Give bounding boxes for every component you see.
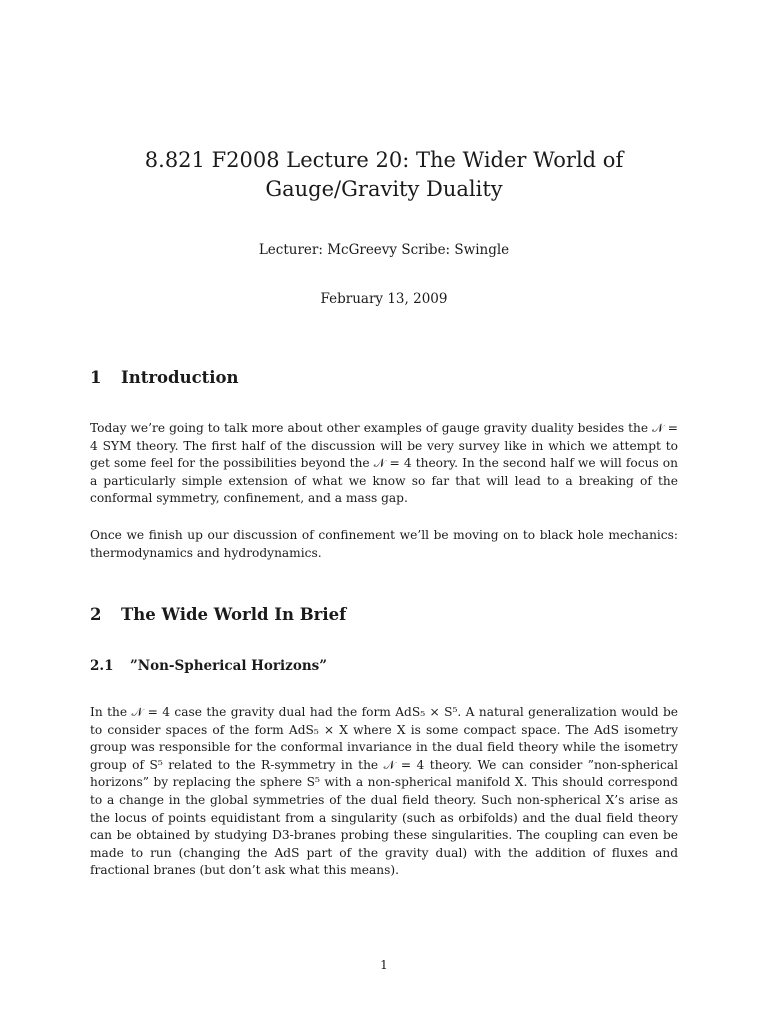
document-date: February 13, 2009 — [320, 291, 448, 307]
subsection-title: ”Non-Spherical Horizons” — [130, 658, 328, 674]
section-title: Introduction — [121, 368, 239, 387]
section-heading-introduction — [90, 367, 239, 389]
section-heading-wide-world — [90, 604, 346, 626]
page-number: 1 — [380, 958, 388, 972]
introduction-paragraph-1: Today we’re going to talk more about other examples of gauge gravity duality besides the 𝒩 = 4 SYM theory. The first half of the discussion will be very survey like in which we attempt to get some feel for the possibilities beyond the 𝒩 = 4 theory. In the second half we will focus on a particularly simple extension of what we know so far that will lead to a breaking of the conformal symmetry, confinement, and a mass gap. — [90, 421, 678, 506]
subsection-number: 2.1 — [90, 658, 114, 674]
section-number: 2 — [90, 605, 102, 624]
section-number: 1 — [90, 368, 102, 387]
author-line: Lecturer: McGreevy Scribe: Swingle — [258, 242, 510, 258]
subsection-heading-non-spherical — [90, 657, 327, 675]
document-title: 8.821 F2008 Lecture 20: The Wider World of Gauge/Gravity Duality — [144, 148, 624, 201]
section-title: The Wide World In Brief — [121, 605, 347, 624]
non-spherical-paragraph-1: In the 𝒩 = 4 case the gravity dual had the form AdS₅ × S⁵. A natural generalization would be to consider spaces of the form AdS₅ × X where X is some compact space. The AdS isometry group was responsible for the conformal invariance in the dual field theory while the isometry group of S⁵ related to the R-symmetry in the 𝒩 = 4 theory. We can consider ”non-spherical horizons” by replacing the sphere S⁵ with a non-spherical manifold X. This should correspond to a change in the global symmetries of the dual field theory. Such non-spherical X’s arise as the locus of points equidistant from a singularity (such as orbifolds) and the dual field theory can be obtained by studying D3-branes probing these singularities. The coupling can even be made to run (changing the AdS part of the gravity dual) with the addition of fluxes and fractional branes (but don’t ask what this means). — [90, 705, 678, 878]
introduction-paragraph-2: Once we finish up our discussion of confinement we’ll be moving on to black hole mechanics: thermodynamics and hydrodynamics. — [90, 528, 678, 560]
